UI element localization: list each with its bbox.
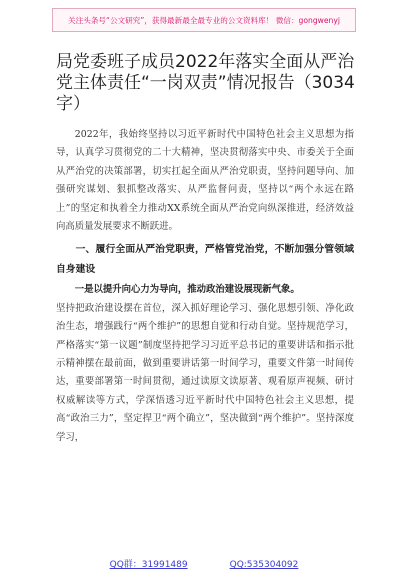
footer-qq-number[interactable]: QQ:535304092 bbox=[229, 560, 299, 570]
footer bbox=[0, 557, 408, 570]
document-body bbox=[56, 126, 354, 447]
body-paragraph: 坚持把政治建设摆在首位，深入抓好理论学习、强化思想引领、净化政治生态，增强践行“两个维护”的思想自觉和行动自觉。坚持规范学习，严格落实“第一议题”制度坚持把学习习近平总书记的重要讲话和指示批示精神摆在最前面，做到重要讲话第一时间学习，重要文件第一时间传达，重要部署第一时间贯彻，通过读原文读原著、观看原声视频、研讨权威解读等方式，学深悟透习近平新时代中国特色社会主义思想，提高“政治三力”，坚定捍卫“两个确立”，坚决做到“两个维护”。坚持深度学习， bbox=[56, 302, 354, 443]
header-banner: 关注头条号“公文研究”，获得最新最全最专业的公文资料库！ 微信：gongwenyj bbox=[52, 8, 356, 32]
intro-paragraph: 2022年，我始终坚持以习近平新时代中国特色社会主义思想为指导，认真学习贯彻党的二十大精神，坚决贯彻落实中央、市委关于全面从严治党的决策部署，切实扛起全面从严治党职责，坚持问题导向、加强研究谋划、狠抓整改落实、从严监督问责，坚持以“两个永远在路上”的坚定和执着全力推动XX系统全面从严治党向纵深推进，经济效益向高质量发展要求不断跃进。 bbox=[56, 129, 354, 233]
subsection-heading: 一是以提升向心力为导向，推动政治建设展现新气象。 bbox=[74, 284, 300, 296]
section-heading: 一、履行全面从严治党职责，严格管党治党，不断加强分管领域自身建设 bbox=[56, 244, 354, 275]
footer-qq-group[interactable]: QQ群：31991489 bbox=[109, 560, 188, 570]
document-title: 局党委班子成员2022年落实全面从严治党主体责任“一岗双责”情况报告（3034字） bbox=[56, 52, 355, 114]
